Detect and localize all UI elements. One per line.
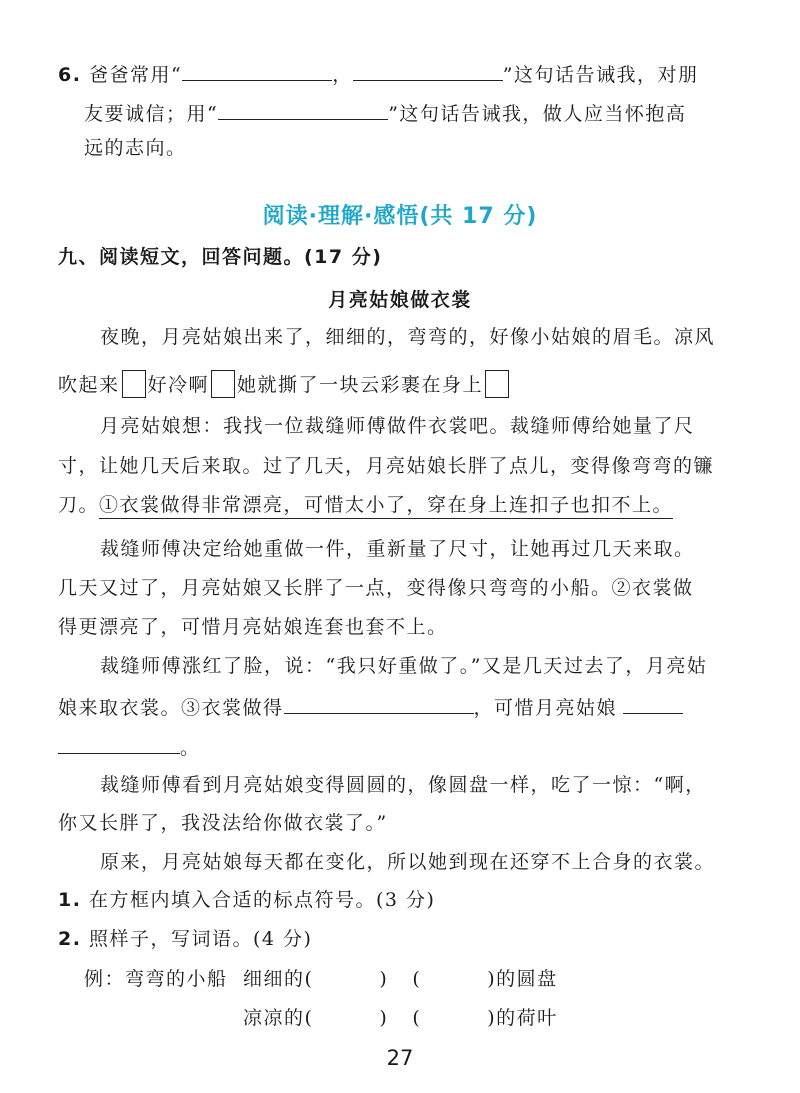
story-p5-l2: 你又长胖了，我没法给你做衣裳了。” bbox=[58, 812, 388, 834]
example-row-1: 细细的( ) ( )的圆盘 bbox=[243, 968, 558, 990]
q6-line3: 远的志向。 bbox=[84, 137, 187, 159]
story-p3-l3: 得更漂亮了，可惜月亮姑娘连套也套不上。 bbox=[58, 616, 448, 638]
section-title: 阅读·理解·感悟(共 17 分) bbox=[262, 204, 538, 229]
story-p3-l1: 裁缝师傅决定给她重做一件，重新量了尺寸，让她再过几天来取。 bbox=[100, 538, 695, 560]
story-p2-l1: 月亮姑娘想：我找一位裁缝师傅做件衣裳吧。裁缝师傅给她量了尺 bbox=[100, 415, 695, 437]
punctuation-box-2[interactable] bbox=[211, 370, 235, 398]
q6-blank-1[interactable] bbox=[182, 58, 332, 81]
answer-blank-moon-1[interactable] bbox=[623, 691, 683, 714]
page-number: 27 bbox=[386, 1046, 414, 1070]
q6-number: 6. bbox=[58, 64, 82, 86]
story-p1-l1: 夜晚，月亮姑娘出来了，细细的，弯弯的，好像小姑娘的眉毛。凉风 bbox=[100, 326, 716, 348]
story-p3-l2: 几天又过了，月亮姑娘又长胖了一点，变得像只弯弯的小船。②衣裳做 bbox=[58, 577, 694, 599]
story-p6-l1: 原来，月亮姑娘每天都在变化，所以她到现在还穿不上合身的衣裳。 bbox=[100, 851, 716, 873]
q6-line2: 友要诚信；用“ ”这句话告诫我，做人应当怀抱高 bbox=[84, 97, 686, 126]
story-p4-l2: 娘来取衣裳。③衣裳做得 ，可惜月亮姑娘 bbox=[58, 691, 683, 720]
story-p2-l2: 寸，让她几天后来取。过了几天，月亮姑娘长胖了点儿，变得像弯弯的镰 bbox=[58, 455, 715, 477]
story-title: 月亮姑娘做衣裳 bbox=[328, 289, 472, 311]
story-p5-l1: 裁缝师傅看到月亮姑娘变得圆圆的，像圆盘一样，吃了一惊：“啊， bbox=[100, 774, 706, 796]
answer-blank-clothes[interactable] bbox=[284, 691, 474, 714]
q6-blank-2[interactable] bbox=[353, 58, 503, 81]
punctuation-box-1[interactable] bbox=[122, 370, 146, 398]
question-1: 1. 在方框内填入合适的标点符号。(3 分) bbox=[58, 889, 436, 911]
story-p2-l3: 刀。①衣裳做得非常漂亮，可惜太小了，穿在身上连扣子也扣不上。 bbox=[58, 493, 673, 517]
question-2: 2. 照样子，写词语。(4 分) bbox=[58, 928, 313, 950]
example-row-2: 凉凉的( ) ( )的荷叶 bbox=[243, 1007, 558, 1029]
q9-heading: 九、阅读短文，回答问题。(17 分) bbox=[58, 246, 383, 268]
story-p4-l1: 裁缝师傅涨红了脸，说：“我只好重做了。”又是几天过去了，月亮姑 bbox=[100, 655, 708, 677]
q6-blank-3[interactable] bbox=[218, 97, 388, 120]
underlined-sentence-1: ①衣裳做得非常漂亮，可惜太小了，穿在身上连扣子也扣不上。 bbox=[99, 494, 673, 519]
punctuation-box-3[interactable] bbox=[485, 370, 509, 398]
answer-blank-moon-2[interactable] bbox=[58, 731, 180, 754]
example-label: 例：弯弯的小船 bbox=[84, 968, 228, 990]
story-p1-l2: 吹起来 好冷啊 她就撕了一块云彩裹在身上 bbox=[58, 370, 511, 398]
story-p4-l3: 。 bbox=[58, 731, 201, 760]
q6-line1: 6. 爸爸常用“ ， ”这句话告诫我，对朋 bbox=[58, 58, 698, 87]
